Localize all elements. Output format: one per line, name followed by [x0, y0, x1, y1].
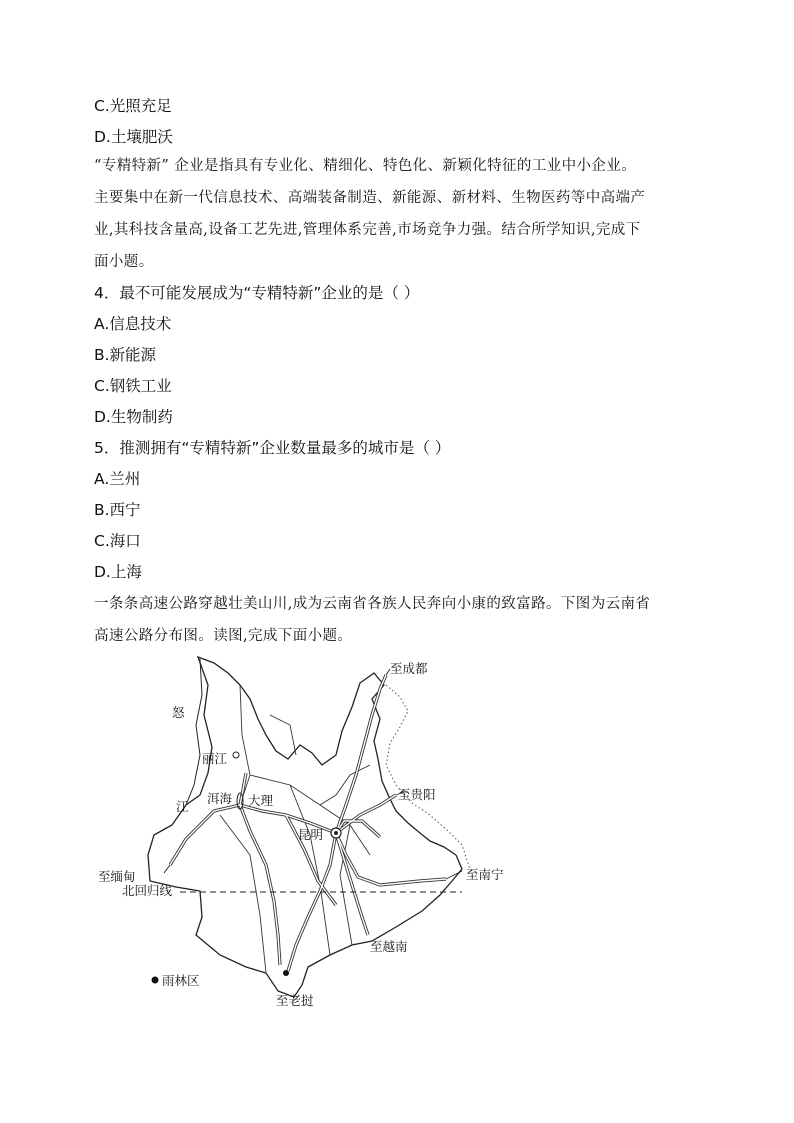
passage2-line-1: 一条条高速公路穿越壮美山川,成为云南省各族人民奔向小康的致富路。下图为云南省: [94, 596, 651, 612]
label-jiang: 江: [176, 799, 189, 814]
passage-yunnan-highways: [94, 588, 704, 652]
passage-zhuanjingtexin: [94, 150, 704, 278]
q5-option-d: D.上海: [94, 563, 142, 581]
lijiang-marker: [233, 752, 239, 758]
label-to-myanmar: 至缅甸: [98, 869, 136, 884]
label-nu: 怒: [172, 705, 185, 720]
q5-option-b: B.西宁: [94, 501, 141, 519]
label-kunming: 昆明: [298, 827, 324, 842]
q4-stem: 4．最不可能发展成为“专精特新”企业的是（ ）: [94, 284, 420, 302]
passage1-line-3: 业,其科技含量高,设备工艺先进,管理体系完善,市场竞争力强。结合所学知识,完成下: [94, 222, 641, 238]
label-dali: 大理: [248, 793, 274, 808]
label-to-nanning: 至南宁: [466, 867, 504, 882]
label-erhai: 洱海: [207, 791, 233, 806]
q4-option-d: D.生物制药: [94, 408, 173, 426]
label-to-vietnam: 至越南: [370, 939, 408, 954]
label-rainforest: 雨林区: [162, 973, 200, 988]
q5-option-a: A.兰州: [94, 470, 141, 488]
label-to-guiyang: 至贵阳: [398, 787, 436, 802]
label-to-chengdu: 至成都: [390, 661, 428, 676]
yunnan-highway-map: [90, 655, 530, 1015]
q4-option-c: C.钢铁工业: [94, 377, 172, 395]
q3-option-d: D.土壤肥沃: [94, 128, 173, 146]
kunming-marker-center: [334, 831, 338, 835]
q5-stem: 5．推测拥有“专精特新”企业数量最多的城市是（ ）: [94, 439, 451, 457]
rainforest-dot-map: [283, 970, 289, 976]
nu-river: [186, 659, 202, 805]
q4-option-b: B.新能源: [94, 346, 157, 364]
rainforest-legend-dot: [152, 977, 159, 984]
label-lijiang: 丽江: [202, 751, 228, 766]
label-to-laos: 至老挝: [276, 993, 314, 1008]
dotted-boundary: [386, 685, 470, 869]
q4-option-a: A.信息技术: [94, 315, 172, 333]
direction-leaders: [164, 669, 462, 879]
passage1-line-1: “专精特新” 企业是指具有专业化、精细化、特色化、新颖化特征的工业中小企业。: [94, 158, 637, 174]
label-tropic: 北回归线: [122, 883, 173, 898]
passage2-line-2: 高速公路分布图。读图,完成下面小题。: [94, 628, 353, 644]
q5-option-c: C.海口: [94, 532, 141, 550]
passage1-line-2: 主要集中在新一代信息技术、高端装备制造、新能源、新材料、生物医药等中高端产: [94, 190, 646, 206]
q3-option-c: C.光照充足: [94, 97, 172, 115]
passage1-line-4: 面小题。: [94, 254, 154, 270]
